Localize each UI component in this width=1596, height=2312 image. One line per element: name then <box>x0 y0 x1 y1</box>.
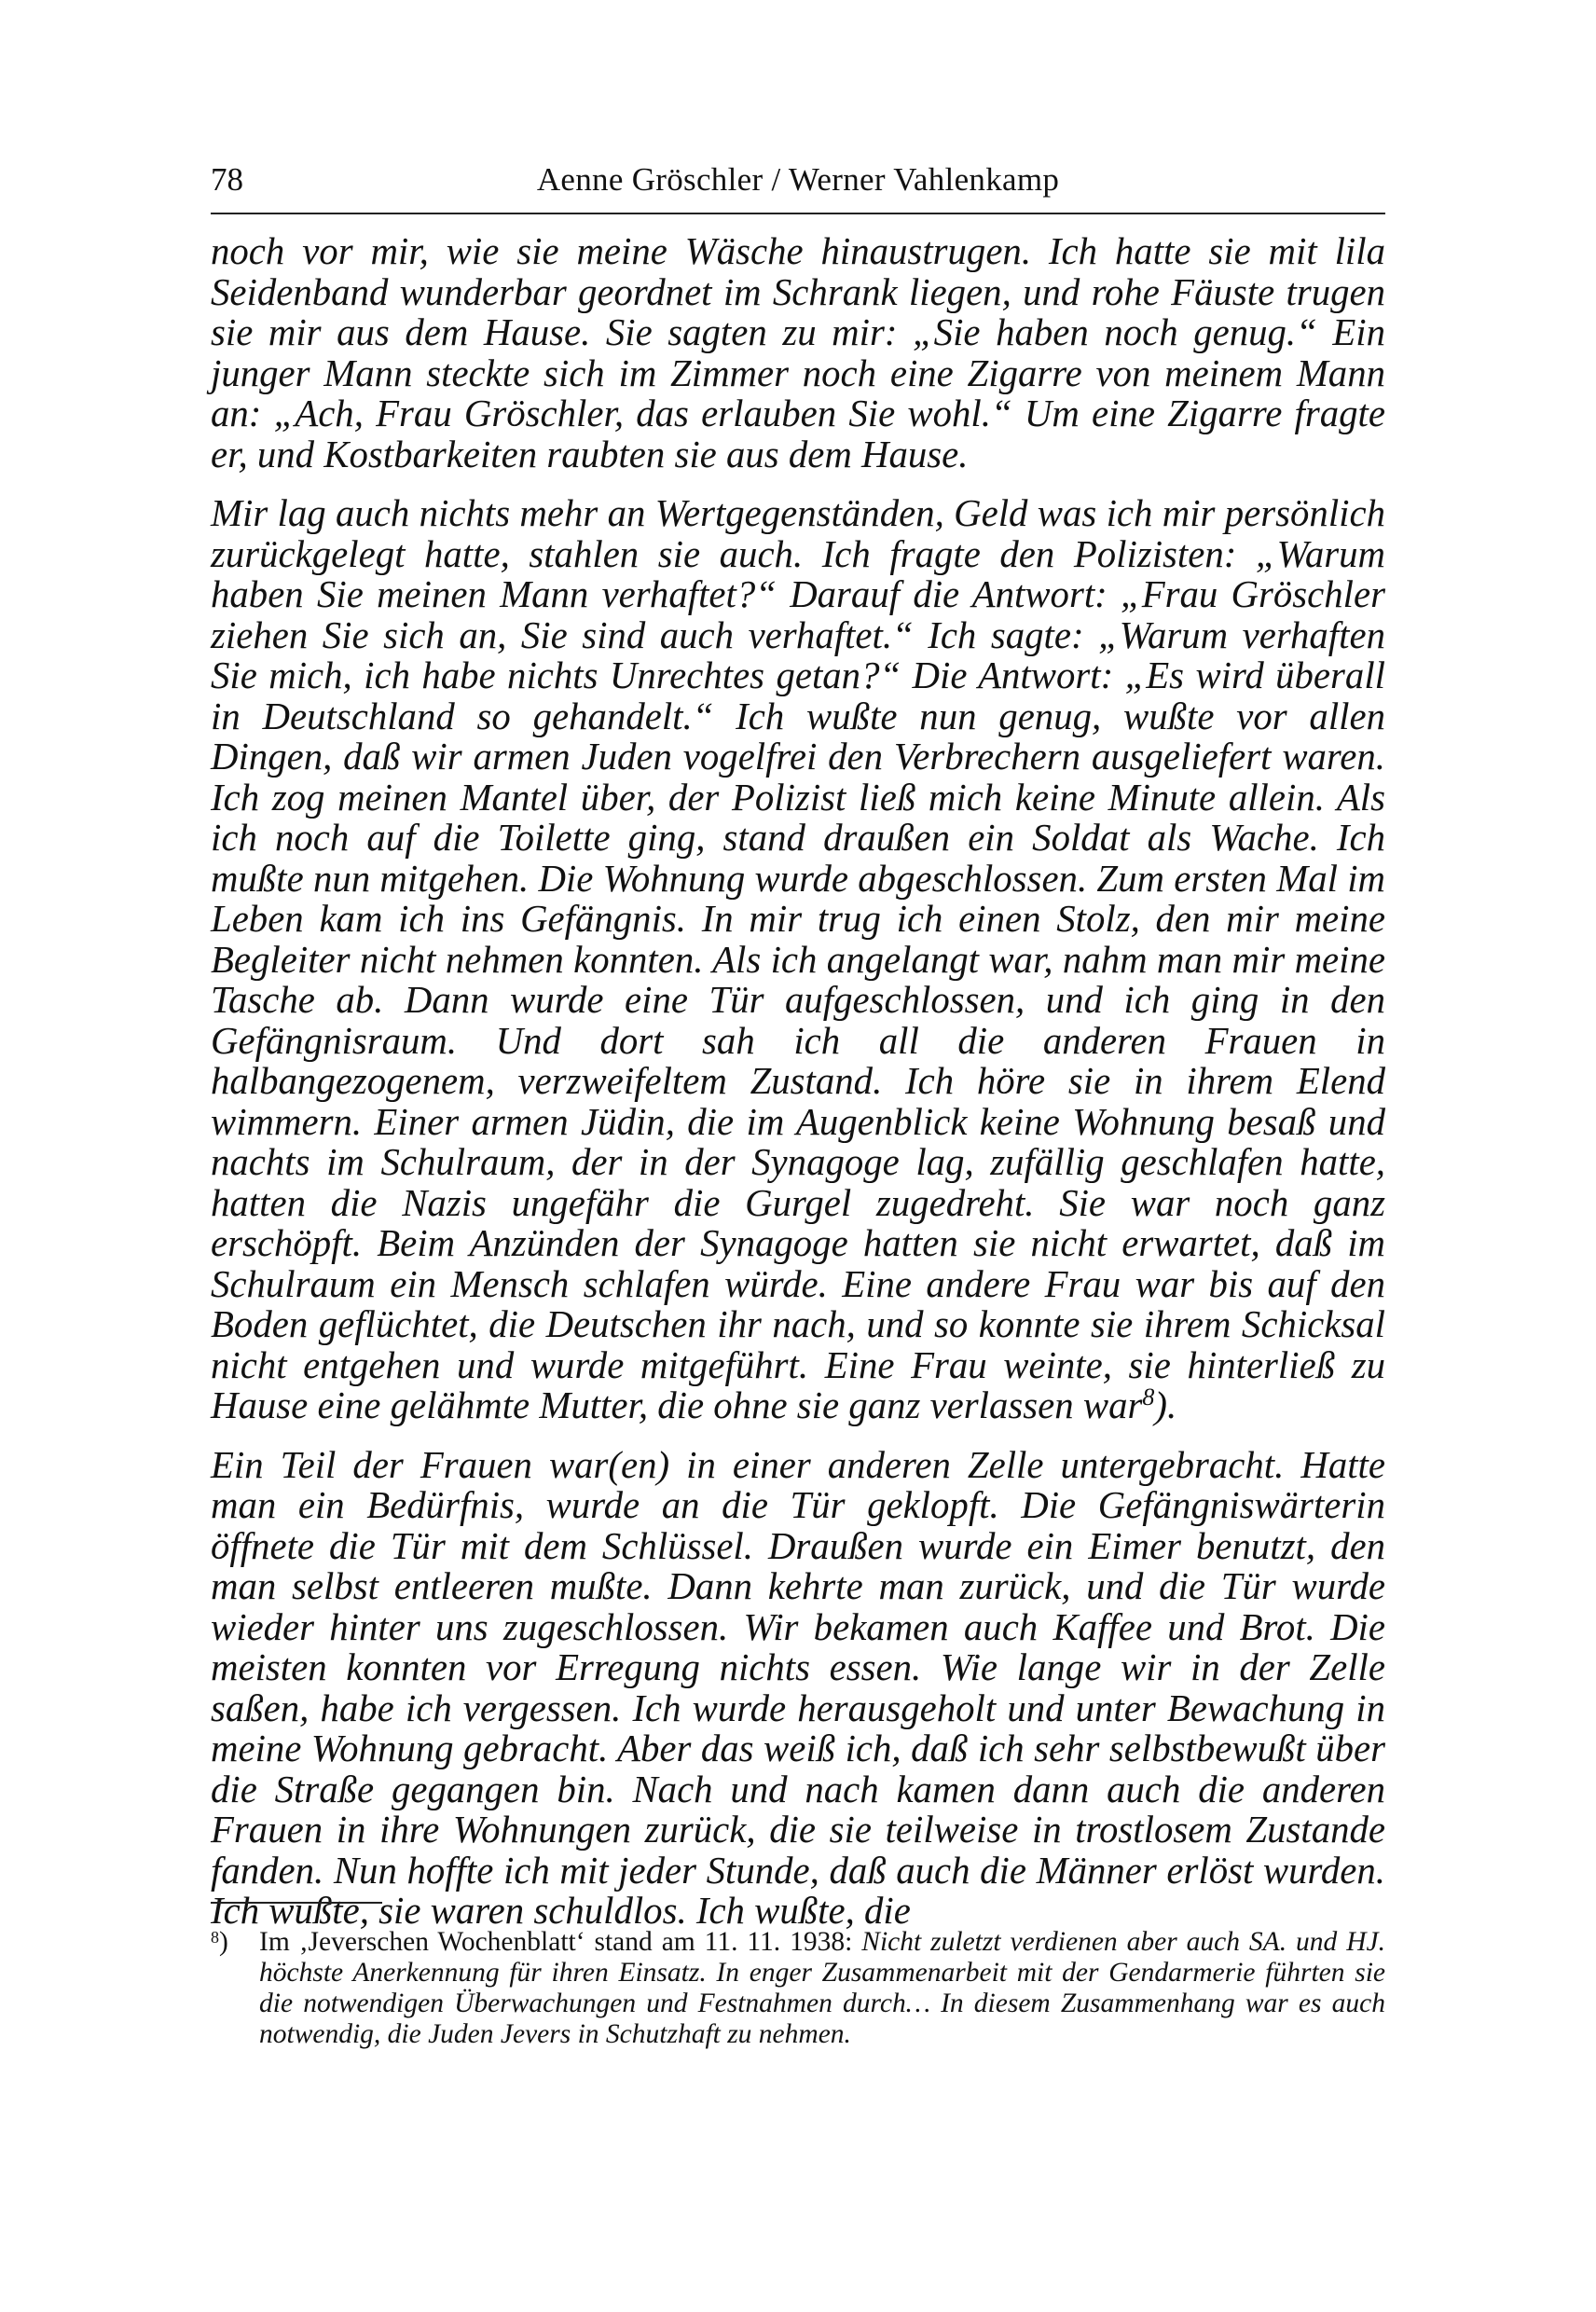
footnote-text-italic: Nicht zuletzt verdienen aber auch SA. und HJ. höchste Anerkennung für ihren Einsatz. In enger Zusammenarbeit mit der Gendarmerie führten sie die notwendigen Überwachungen und Festnahmen durch… In diesem Zusammenhang war es auch notwendig, die Juden Jevers in Schutzhaft zu nehmen. <box>259 1927 1385 2049</box>
footnote-rule <box>211 1902 382 1904</box>
header-rule <box>211 213 1385 214</box>
footnote-marker <box>211 1922 259 1958</box>
footnote-marker-paren: ) <box>219 1927 228 1957</box>
paragraph-1 <box>211 231 1385 475</box>
page-header <box>211 157 1385 203</box>
paragraph-2-text: Mir lag auch nichts mehr an Wertgegenständen, Geld was ich mir persönlich zurückgelegt hatte, stahlen sie auch. Ich fragte den Polizisten: „Warum haben Sie meinen Mann verhaftet?“ Darauf die Antwort: „Frau Gröschler ziehen Sie sich an, Sie sind auch verhaftet.“ Ich sagte: „Warum verhaften Sie mich, ich habe nichts Unrechtes getan?“ Die Antwort: „Es wird überall in Deutschland so gehandelt.“ Ich wußte nun genug, wußte vor allen Dingen, daß wir armen Juden vogelfrei den Verbrechern ausgeliefert waren. Ich zog meinen Mantel über, der Polizist ließ mich keine Minute allein. Als ich noch auf die Toilette ging, stand draußen ein Soldat als Wache. Ich mußte nun mitgehen. Die Wohnung wurde abgeschlossen. Zum ersten Mal im Leben kam ich ins Gefängnis. In mir trug ich einen Stolz, den mir meine Begleiter nicht nehmen konnten. Als ich angelangt war, nahm man mir meine Tasche ab. Dann wurde eine Tür aufgeschlossen, und ich ging in den Gefängnisraum. Und dort sah ich all die anderen Frauen in halbangezogenem, verzweifeltem Zustand. Ich höre sie in ihrem Elend wimmern. Einer armen Jüdin, die im Augenblick keine Wohnung besaß und nachts im Schulraum, der in der Synagoge lag, zufällig geschlafen hatte, hatten die Nazis ungefähr die Gurgel zugedreht. Sie war noch ganz erschöpft. Beim Anzünden der Synagoge hatten sie nicht erwartet, daß im Schulraum ein Mensch schlafen würde. Eine andere Frau war bis auf den Boden geflüchtet, die Deutschen ihr nach, und so konnte sie ihrem Schicksal nicht entgehen und wurde mitgeführt. Eine Frau weinte, sie hinterließ zu Hause eine gelähmte Mutter, die ohne sie ganz verlassen war <box>211 492 1385 1426</box>
footnote-reference[interactable]: 8 <box>1142 1383 1155 1411</box>
footnote <box>211 1922 1385 2050</box>
paragraph-2 <box>211 493 1385 1426</box>
paragraph-3-text: Ein Teil der Frauen war(en) in einer anderen Zelle untergebracht. Hatte man ein Bedürfnis, wurde an die Tür geklopft. Die Gefängniswärterin öffnete die Tür mit dem Schlüssel. Draußen wurde ein Eimer benutzt, den man selbst entleeren mußte. Dann kehrte man zurück, und die Tür wurde wieder hinter uns zugeschlossen. Wir bekamen auch Kaffee und Brot. Die meisten konnten vor Erregung nichts essen. Wie lange wir in der Zelle saßen, habe ich vergessen. Ich wurde herausgeholt und unter Bewachung in meine Wohnung gebracht. Aber das weiß ich, daß ich sehr selbstbewußt über die Straße gegangen bin. Nach und nach kamen dann auch die anderen Frauen in ihre Wohnungen zurück, die sie teilweise in trostlosem Zustande fanden. Nun hoffte ich mit jeder Stunde, daß auch die Männer erlöst wurden. Ich wußte, sie waren schuldlos. Ich wußte, die <box>211 1443 1385 1932</box>
page-number: 78 <box>211 161 243 198</box>
paragraph-3 <box>211 1445 1385 1932</box>
footnote-marker-number: 8 <box>211 1928 219 1947</box>
footnote-8 <box>211 1922 1385 2050</box>
paragraph-1-text: noch vor mir, wie sie meine Wäsche hinaustrugen. Ich hatte sie mit lila Seidenband wunderbar geordnet im Schrank liegen, und rohe Fäuste trugen sie mir aus dem Hause. Sie sagten zu mir: „Sie haben noch genug.“ Ein junger Mann steckte sich im Zimmer noch eine Zigarre von meinem Mann an: „Ach, Frau Gröschler, das erlauben Sie wohl.“ Um eine Zigarre fragte er, und Kostbarkeiten raubten sie aus dem Hause. <box>211 230 1385 475</box>
footnote-text-plain: Im ‚Jeverschen Wochenblatt‘ stand am 11. 11. 1938: <box>259 1927 862 1957</box>
running-head: Aenne Gröschler / Werner Vahlenkamp <box>536 161 1060 198</box>
body-text <box>211 231 1385 1950</box>
paragraph-2-end: ). <box>1154 1384 1177 1426</box>
